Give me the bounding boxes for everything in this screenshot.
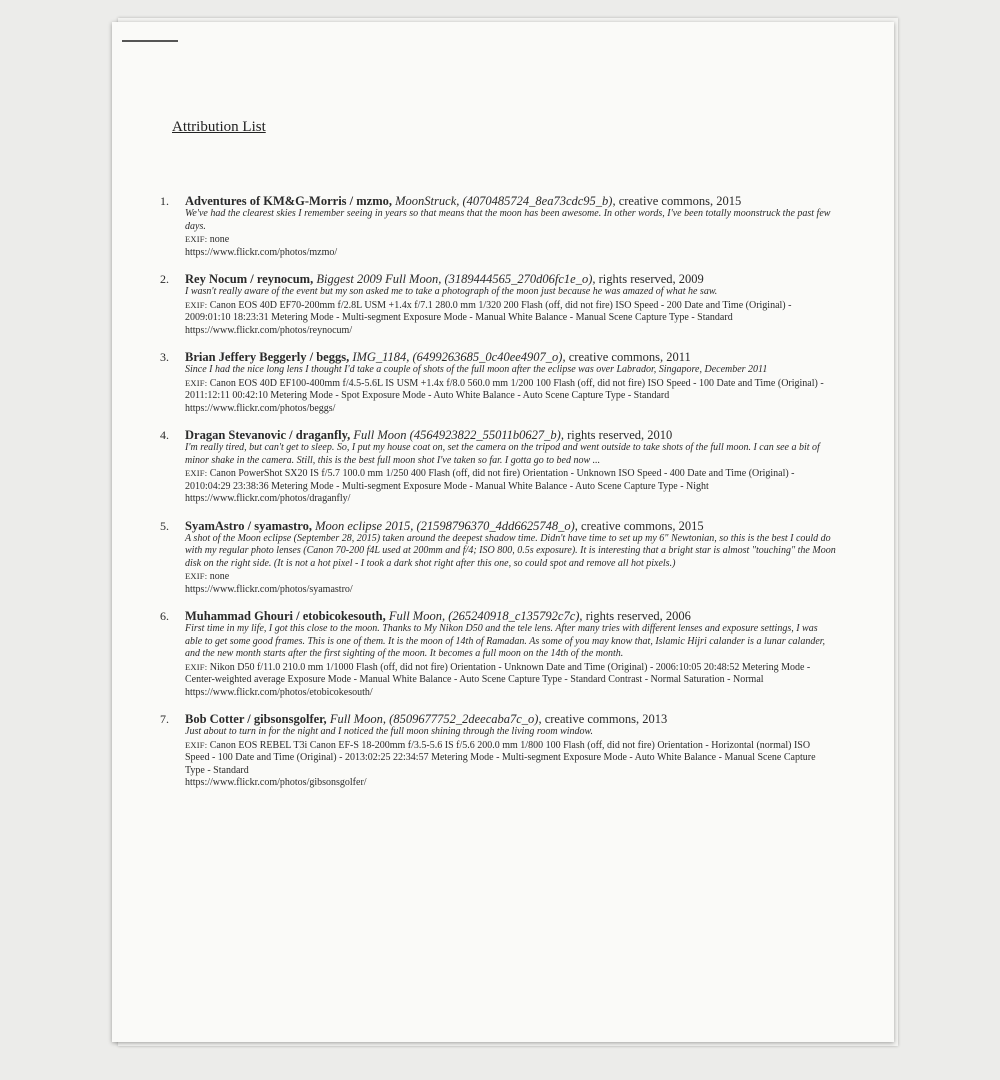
work-title: Biggest 2009 Full Moon, (3189444565_270d06fc1e_o), (316, 272, 596, 286)
work-title: IMG_1184, (6499263685_0c40ee4907_o), (352, 350, 566, 364)
work-title: Moon eclipse 2015, (21598796370_4dd6625748_o), (315, 518, 578, 533)
entry-heading (185, 194, 836, 208)
exif-label: EXIF: (185, 661, 208, 672)
entry-heading (185, 428, 836, 442)
author-name: SyamAstro / syamastro, (185, 518, 312, 533)
entry-description: We've had the clearest skies I remember seeing in years so that means that the moon has been awesome. In other words, I've been totally moonstruck the past few days. (185, 208, 831, 232)
exif-info (185, 233, 836, 247)
entry-url: https://www.flickr.com/photos/beggs/ (185, 402, 336, 414)
attribution-entry (160, 194, 836, 259)
exif-label: EXIF: (185, 468, 208, 478)
author-name: Muhammad Ghouri / etobicokesouth, (185, 609, 386, 623)
entry-url: https://www.flickr.com/photos/reynocum/ (185, 324, 353, 336)
attribution-entry (160, 712, 836, 790)
entry-number: 5. (160, 518, 169, 533)
attribution-entry (160, 272, 836, 337)
exif-value: Canon PowerShot SX20 IS f/5.7 100.0 mm 1/250 400 Flash (off, did not fire) Orientation - Unknown ISO Speed - 400 Date and Time (Original) - 2010:04:29 23:38:36 Metering Mode - Multi-segment Exposure Mode - Manual White Balance - Auto Scene Capture Type - Night (185, 468, 795, 492)
exif-info (185, 661, 836, 687)
entry-description: First time in my life, I got this close to the moon. Thanks to My Nikon D50 and the tele lens. After many tries with different lenses and exposure settings, I was able to get some good frames. This is one of them. It is the moon of 14th of Ramadan. As some of you may know that, Islamic Hijri calander is a lunar calander, and the new month starts after the first sighting of the moon. It becomes a full moon on the 14th of the month. (185, 623, 826, 659)
entry-number: 3. (160, 350, 169, 364)
exif-value: Canon EOS REBEL T3i Canon EF-S 18-200mm f/3.5-5.6 IS f/5.6 200.0 mm 1/800 100 Flash (off, did not fire) Orientation - Horizontal (normal) ISO Speed - 100 Date and Time (Original) - 2013:02:25 22:34:57 Metering Mode - Multi-segment Exposure Mode - Auto White Balance - Manual Scene Capture Type - Standard (185, 739, 816, 776)
exif-info (185, 299, 836, 325)
license: rights reserved, 2006 (585, 609, 691, 623)
exif-value: none (209, 571, 230, 582)
document-page (112, 22, 894, 1042)
exif-value: Canon EOS 40D EF100-400mm f/4.5-5.6L IS USM +1.4x f/8.0 560.0 mm 1/200 100 Flash (off, did not fire) ISO Speed - 100 Date and Time (Original) - 2011:12:11 00:42:10 Metering Mode - Spot Exposure Mode - Auto White Balance - Auto Scene Capture Type - Standard (185, 377, 824, 401)
attribution-entry (160, 428, 836, 506)
attribution-entry (160, 519, 836, 597)
license: rights reserved, 2009 (598, 272, 704, 286)
exif-value: none (209, 234, 230, 245)
entry-number: 7. (160, 712, 169, 726)
exif-value: Canon EOS 40D EF70-200mm f/2.8L USM +1.4x f/7.1 280.0 mm 1/320 200 Flash (off, did not fire) ISO Speed - 200 Date and Time (Original) - 2009:01:10 18:23:31 Metering Mode - Multi-segment Exposure Mode - Manual White Balance - Manual Scene Capture Type - Standard (185, 299, 792, 323)
page-title: Attribution List (172, 119, 266, 135)
exif-value: Nikon D50 f/11.0 210.0 mm 1/1000 Flash (off, did not fire) Orientation - Unknown Date and Time (Original) - 2006:10:05 20:48:52 Metering Mode - Center-weighted average Exposure Mode - Manual White Balance - Auto Scene Capture Type - Standard Contrast - Normal Saturation - Normal (185, 661, 811, 685)
author-name: Brian Jeffery Beggerly / beggs, (185, 350, 350, 364)
work-title: Full Moon (4564923822_55011b0627_b), (353, 428, 564, 442)
license: creative commons, 2015 (618, 194, 742, 208)
entry-url: https://www.flickr.com/photos/gibsonsgolfer/ (185, 777, 367, 788)
exif-label: EXIF: (185, 739, 208, 750)
entry-number: 6. (160, 609, 169, 623)
entry-number: 1. (160, 194, 169, 208)
exif-label: EXIF: (185, 234, 208, 244)
license: creative commons, 2013 (544, 712, 668, 726)
exif-info (185, 467, 836, 493)
attribution-list (160, 194, 836, 803)
author-name: Rey Nocum / reynocum, (185, 272, 314, 286)
exif-info (185, 377, 836, 403)
work-title: MoonStruck, (4070485724_8ea73cdc95_b), (395, 194, 616, 208)
pen-mark (122, 40, 178, 42)
exif-label: EXIF: (185, 377, 208, 388)
entry-description: Just about to turn in for the night and I noticed the full moon shining through the living room window. (185, 726, 593, 737)
entry-description: I'm really tired, but can't get to sleep. So, I put my house coat on, set the camera on the tripod and went outside to take shots of the full moon. I can see a bit of minor shake in the camera. Still, this is the best full moon shot I've taken so far. I gotta go to bed now ... (185, 442, 820, 466)
license: creative commons, 2015 (581, 518, 704, 533)
entry-description: A shot of the Moon eclipse (September 28, 2015) taken around the deepest shadow time. Didn't have time to set up my 6" Newtonian, so this is the best I could do with my regular photo lenses (Canon 70-200 f4L used at 200mm and f/4; ISO 800, 0.5s exposure). It is interesting that a bright star is almost "touching" the Moon disk on the right side. (It is not a hot pixel - I took a dark shot right after this one, so could spot and remove all hot pixels.) (185, 532, 836, 569)
entry-url: https://www.flickr.com/photos/draganfly/ (185, 493, 351, 504)
entry-url: https://www.flickr.com/photos/syamastro/ (185, 583, 353, 595)
entry-number: 2. (160, 272, 169, 286)
entry-heading (185, 272, 836, 286)
exif-label: EXIF: (185, 299, 208, 310)
attribution-entry (160, 609, 836, 699)
entry-heading (185, 350, 836, 364)
exif-info (185, 570, 836, 584)
author-name: Adventures of KM&G-Morris / mzmo, (185, 194, 393, 208)
entry-heading (185, 712, 836, 726)
entry-heading (185, 609, 836, 623)
author-name: Dragan Stevanovic / draganfly, (185, 428, 351, 442)
attribution-entry (160, 350, 836, 415)
license: rights reserved, 2010 (567, 428, 673, 442)
author-name: Bob Cotter / gibsonsgolfer, (185, 712, 327, 726)
work-title: Full Moon, (8509677752_2deecaba7c_o), (329, 712, 542, 726)
entry-url: https://www.flickr.com/photos/etobicokesouth/ (185, 686, 373, 698)
work-title: Full Moon, (265240918_c135792c7c), (388, 609, 583, 623)
entry-number: 4. (160, 428, 169, 442)
entry-description: Since I had the nice long lens I thought I'd take a couple of shots of the full moon after the eclipse was over Labrador, Singapore, December 2011 (185, 364, 768, 375)
exif-label: EXIF: (185, 571, 208, 581)
entry-heading (185, 519, 836, 533)
license: creative commons, 2011 (568, 350, 691, 364)
entry-url: https://www.flickr.com/photos/mzmo/ (185, 246, 338, 258)
exif-info (185, 739, 836, 778)
entry-description: I wasn't really aware of the event but my son asked me to take a photograph of the moon just because he was amazed of what he saw. (185, 286, 718, 297)
